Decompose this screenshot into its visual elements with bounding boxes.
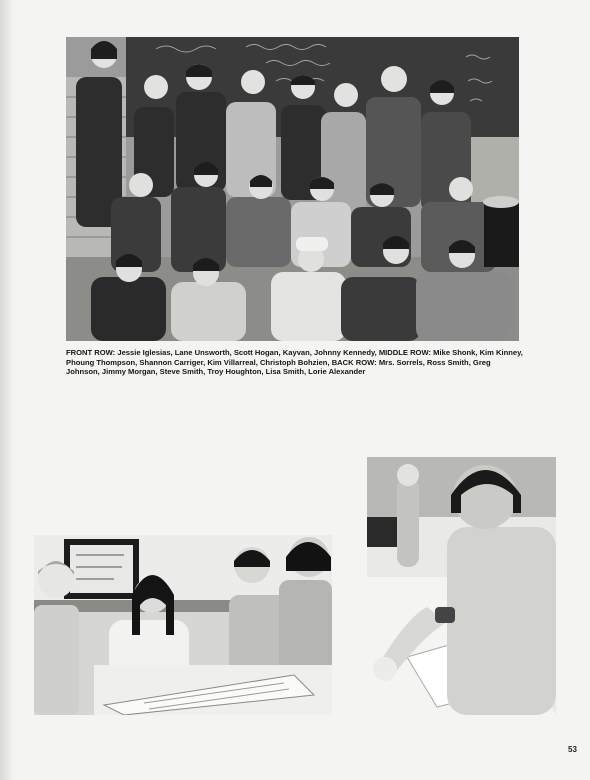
middle-row-names: Mike Shonk, Kim Kinney, Phoung Thompson, Shannon Carriger, Kim Villarreal, Christoph Bohzien, bbox=[66, 348, 523, 367]
writing-student-photo bbox=[367, 457, 556, 715]
reading-group-photo-image bbox=[34, 535, 332, 715]
back-row-names: Mrs. Sorrels, Ross Smith, Greg Johnson, Jimmy Morgan, Steve Smith, Troy Houghton, Lisa Smith, Lorie Alexander bbox=[66, 357, 491, 377]
page-edge-shadow bbox=[0, 0, 14, 780]
front-row-label: FRONT ROW: bbox=[66, 348, 116, 357]
back-row-label: BACK ROW: bbox=[331, 357, 377, 367]
class-photo-caption bbox=[66, 348, 526, 377]
reading-group-photo bbox=[34, 535, 332, 715]
class-group-photo bbox=[66, 37, 519, 341]
writing-student-photo-image bbox=[367, 457, 556, 715]
class-group-photo-image bbox=[66, 37, 519, 341]
middle-row-label: MIDDLE ROW: bbox=[378, 348, 432, 357]
page-number: 53 bbox=[568, 745, 577, 754]
front-row-names: Jessie Iglesias, Lane Unsworth, Scott Hogan, Kayvan, Johnny Kennedy, bbox=[117, 348, 377, 357]
